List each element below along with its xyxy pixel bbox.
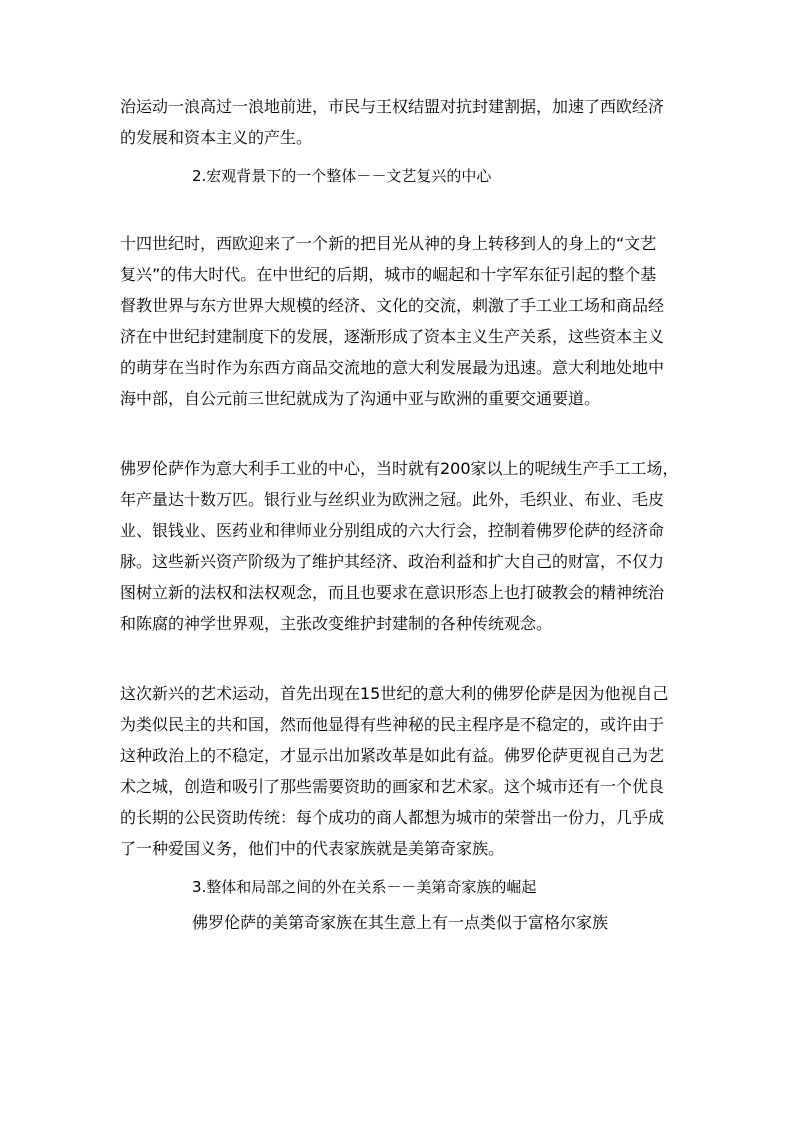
section-heading: 2.宏观背景下的一个整体－－文艺复兴的中心 (192, 167, 492, 185)
paragraph-line: 术之城，创造和吸引了那些需要资助的画家和艺术家。这个城市还有一个优良 (120, 777, 665, 796)
paragraph-line: 的萌芽在当时作为东西方商品交流地的意大利发展最为迅速。意大利地处地中 (120, 358, 665, 377)
paragraph-line: 的发展和资本主义的产生。 (120, 128, 313, 147)
paragraph-line: 图树立新的法权和法权观念，而且也要求在意识形态上也打破教会的精神统治 (120, 583, 665, 602)
paragraph-line: 十四世纪时，西欧迎来了一个新的把目光从神的身上转移到人的身上的“文艺 (120, 234, 657, 253)
paragraph-line: 为类似民主的共和国，然而他显得有些神秘的民主程序是不稳定的，或许由于 (120, 715, 665, 734)
paragraph-line: 了一种爱国义务，他们中的代表家族就是美第奇家族。 (120, 839, 505, 858)
paragraph-line: 督教世界与东方世界大规模的经济、文化的交流，刺激了手工业工场和商品经 (120, 296, 665, 315)
paragraph-line: 复兴”的伟大时代。在中世纪的后期，城市的崛起和十字军东征引起的整个基 (120, 265, 657, 284)
section-heading: 3.整体和局部之间的外在关系－－美第奇家族的崛起 (192, 878, 537, 896)
paragraph-line: 和陈腐的神学世界观，主张改变维护封建制的各种传统观念。 (120, 614, 553, 633)
paragraph-line: 佛罗伦萨作为意大利手工业的中心，当时就有200家以上的呢绒生产手工工场， (120, 459, 679, 478)
paragraph-line: 这种政治上的不稳定，才显示出加紧改革是如此有益。佛罗伦萨更视自己为艺 (120, 746, 665, 765)
paragraph-line: 脉。这些新兴资产阶级为了维护其经济、政治利益和扩大自己的财富，不仅力 (120, 552, 665, 571)
paragraph-line: 治运动一浪高过一浪地前进，市民与王权结盟对抗封建割据，加速了西欧经济 (120, 97, 665, 116)
paragraph-line: 这次新兴的艺术运动，首先出现在15世纪的意大利的佛罗伦萨是因为他视自己 (120, 684, 669, 703)
paragraph-line: 业、银钱业、医药业和律师业分别组成的六大行会，控制着佛罗伦萨的经济命 (120, 521, 665, 540)
paragraph-line: 的长期的公民资助传统：每个成功的商人都想为城市的荣誉出一份力，几乎成 (120, 808, 665, 827)
paragraph-line: 年产量达十数万匹。银行业与丝织业为欧洲之冠。此外，毛织业、布业、毛皮 (120, 490, 665, 509)
paragraph-line: 海中部，自公元前三世纪就成为了沟通中亚与欧洲的重要交通要道。 (120, 389, 601, 408)
paragraph-line: 佛罗伦萨的美第奇家族在其生意上有一点类似于富格尔家族 (192, 913, 609, 932)
paragraph-line: 济在中世纪封建制度下的发展，逐渐形成了资本主义生产关系，这些资本主义 (120, 327, 665, 346)
